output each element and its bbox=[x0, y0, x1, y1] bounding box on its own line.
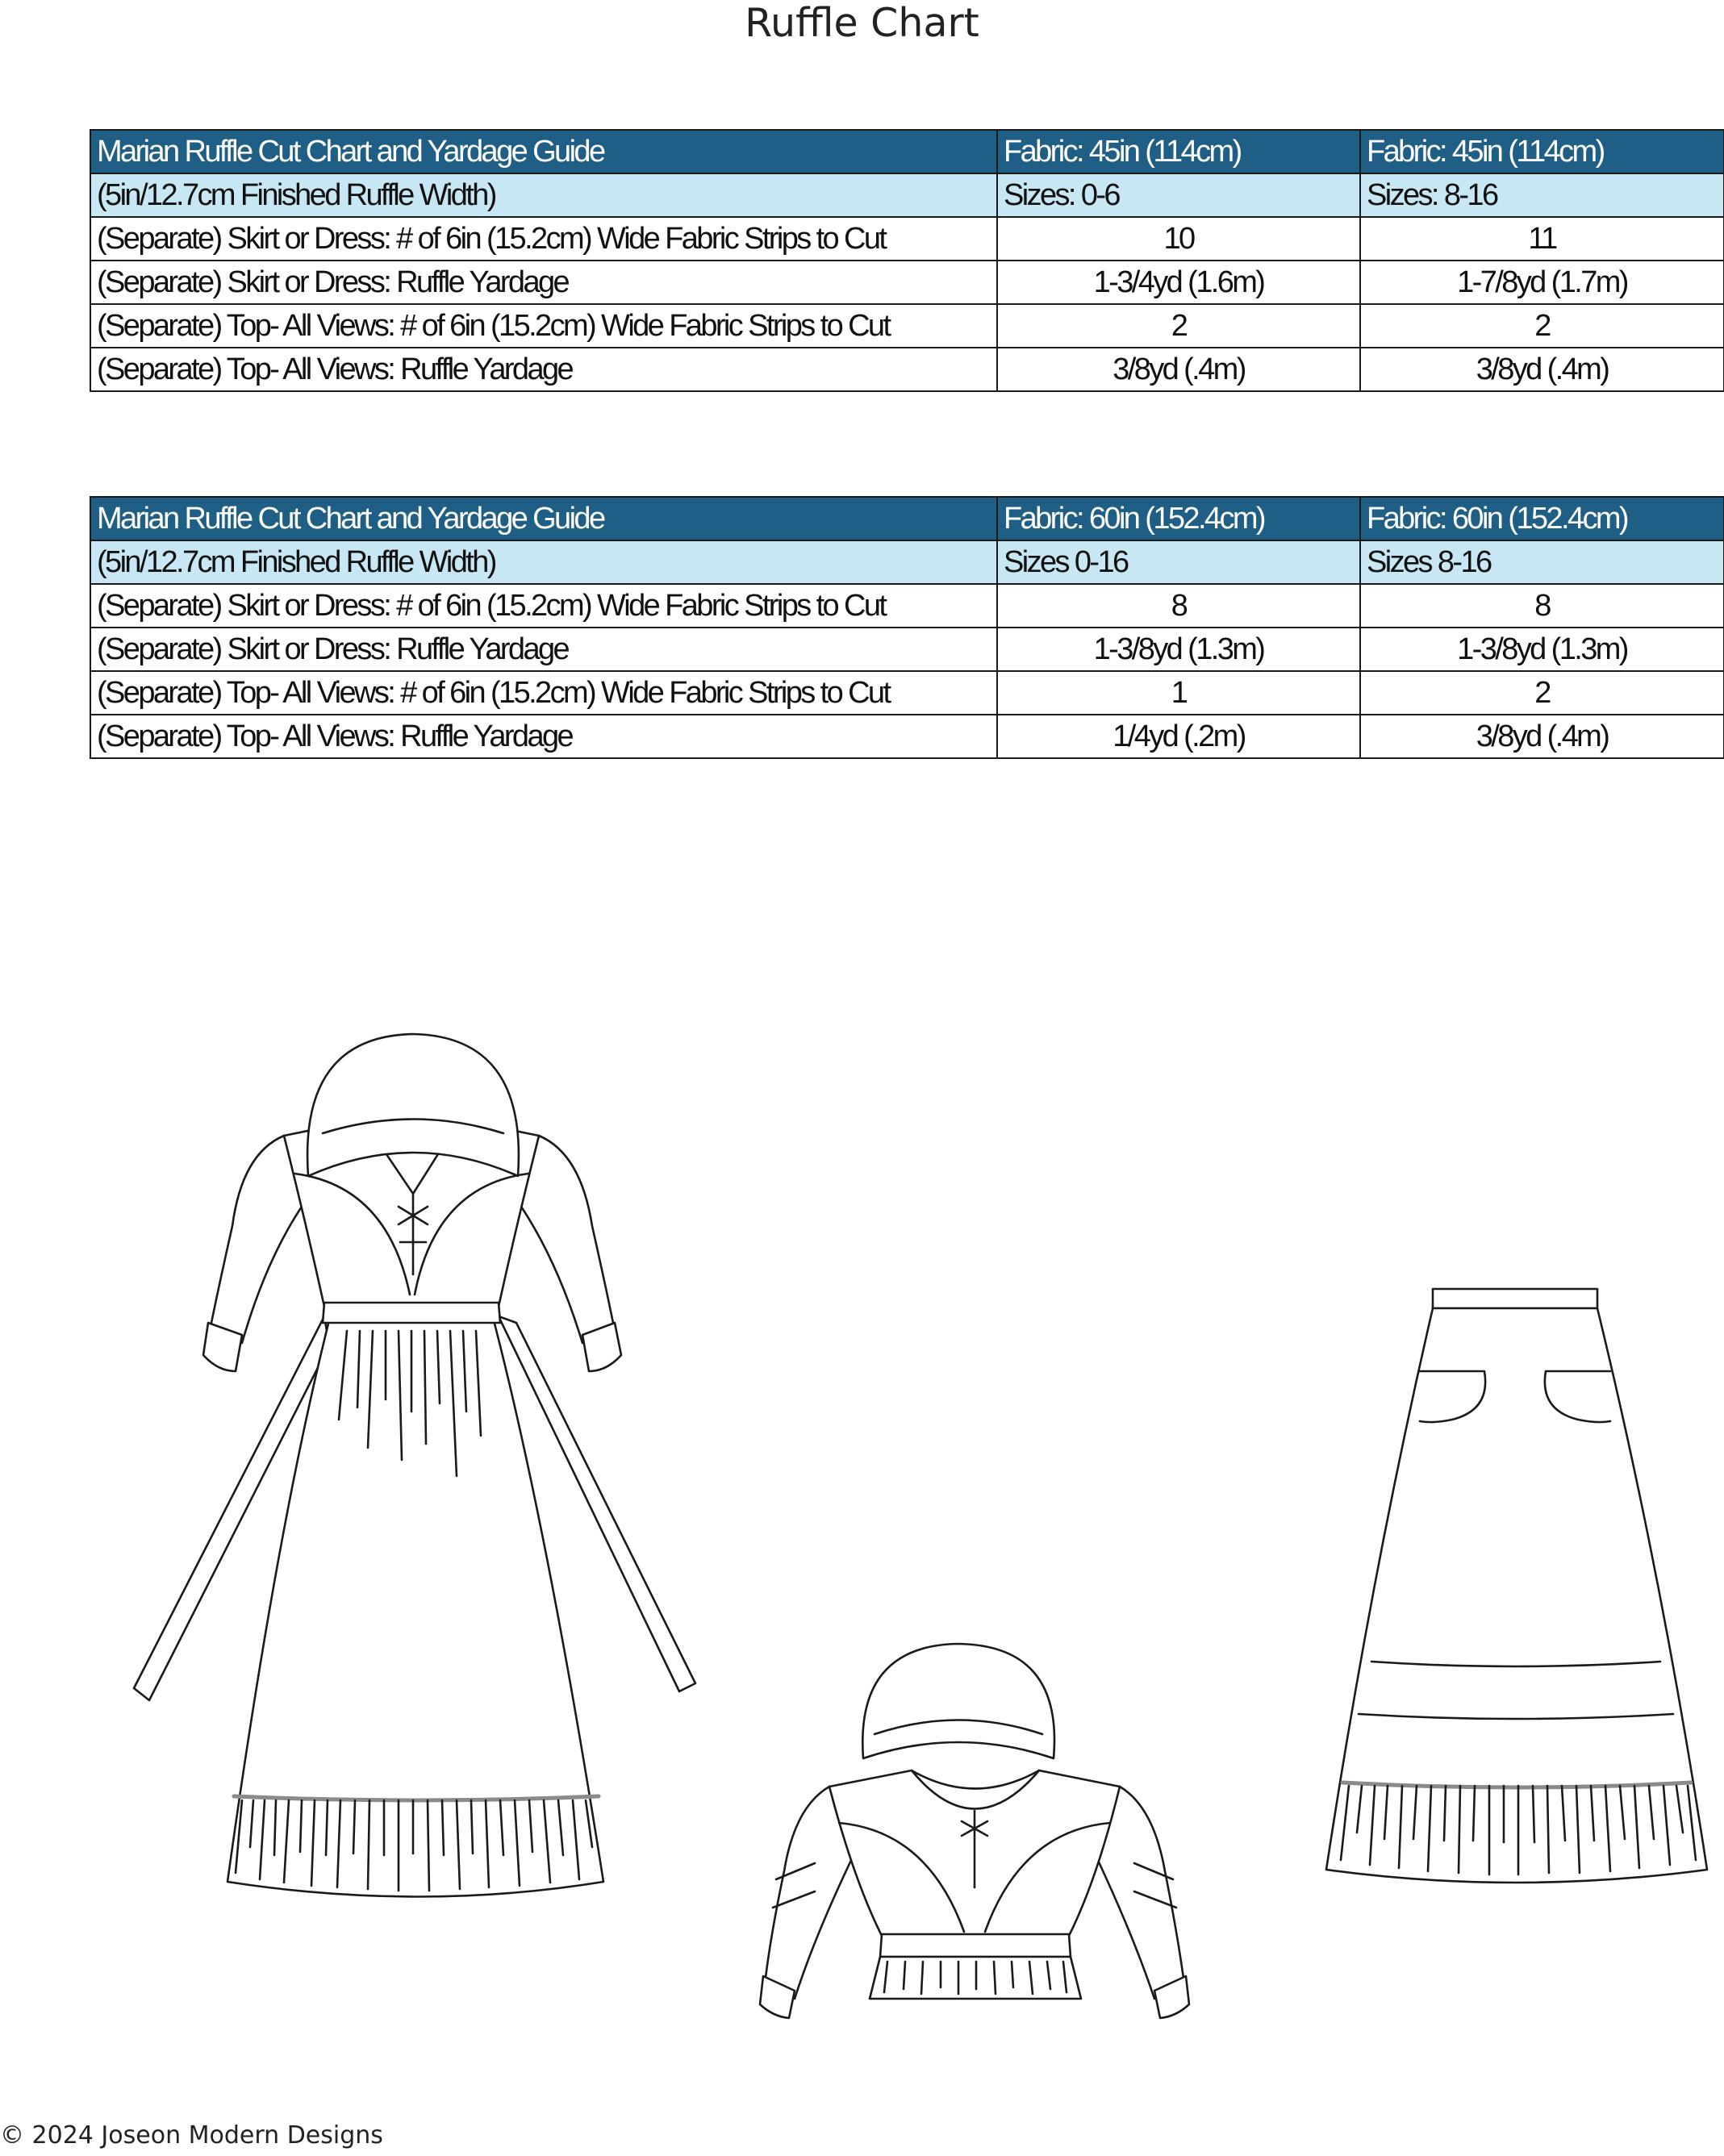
value-cell: 2 bbox=[997, 304, 1360, 348]
subheader-cell: (5in/12.7cm Finished Ruffle Width) bbox=[90, 173, 997, 217]
page-title: Ruffle Chart bbox=[745, 0, 979, 46]
value-cell: 1/4yd (.2m) bbox=[997, 715, 1360, 758]
header-cell: Marian Ruffle Cut Chart and Yardage Guide bbox=[90, 130, 997, 173]
value-cell: 1-3/8yd (1.3m) bbox=[1360, 628, 1724, 671]
value-cell: 3/8yd (.4m) bbox=[1360, 715, 1724, 758]
row-label: (Separate) Top- All Views: # of 6in (15.2cm) Wide Fabric Strips to Cut bbox=[90, 304, 997, 348]
value-cell: 3/8yd (.4m) bbox=[1360, 348, 1724, 391]
subheader-cell: Sizes: 8-16 bbox=[1360, 173, 1724, 217]
value-cell: 1 bbox=[997, 671, 1360, 715]
header-cell: Fabric: 60in (152.4cm) bbox=[997, 497, 1360, 540]
header-cell: Fabric: 60in (152.4cm) bbox=[1360, 497, 1724, 540]
header-cell: Fabric: 45in (114cm) bbox=[997, 130, 1360, 173]
subheader-cell: Sizes 8-16 bbox=[1360, 540, 1724, 584]
header-cell: Marian Ruffle Cut Chart and Yardage Guide bbox=[90, 497, 997, 540]
value-cell: 11 bbox=[1360, 217, 1724, 261]
dress-sketch bbox=[134, 1034, 695, 1897]
row-label: (Separate) Skirt or Dress: # of 6in (15.2cm) Wide Fabric Strips to Cut bbox=[90, 217, 997, 261]
subheader-cell: (5in/12.7cm Finished Ruffle Width) bbox=[90, 540, 997, 584]
subheader-cell: Sizes: 0-6 bbox=[997, 173, 1360, 217]
value-cell: 2 bbox=[1360, 671, 1724, 715]
value-cell: 1-7/8yd (1.7m) bbox=[1360, 261, 1724, 304]
value-cell: 2 bbox=[1360, 304, 1724, 348]
value-cell: 3/8yd (.4m) bbox=[997, 348, 1360, 391]
row-label: (Separate) Top- All Views: Ruffle Yardage bbox=[90, 348, 997, 391]
value-cell: 8 bbox=[1360, 584, 1724, 628]
skirt-sketch bbox=[1326, 1289, 1707, 1883]
value-cell: 1-3/4yd (1.6m) bbox=[997, 261, 1360, 304]
value-cell: 8 bbox=[997, 584, 1360, 628]
row-label: (Separate) Skirt or Dress: # of 6in (15.2cm) Wide Fabric Strips to Cut bbox=[90, 584, 997, 628]
header-cell: Fabric: 45in (114cm) bbox=[1360, 130, 1724, 173]
value-cell: 1-3/8yd (1.3m) bbox=[997, 628, 1360, 671]
row-label: (Separate) Top- All Views: # of 6in (15.2cm) Wide Fabric Strips to Cut bbox=[90, 671, 997, 715]
top-sketch bbox=[760, 1644, 1189, 2018]
copyright-footer: © 2024 Joseon Modern Designs bbox=[0, 2121, 383, 2150]
value-cell: 10 bbox=[997, 217, 1360, 261]
row-label: (Separate) Skirt or Dress: Ruffle Yardage bbox=[90, 628, 997, 671]
row-label: (Separate) Skirt or Dress: Ruffle Yardage bbox=[90, 261, 997, 304]
row-label: (Separate) Top- All Views: Ruffle Yardage bbox=[90, 715, 997, 758]
subheader-cell: Sizes 0-16 bbox=[997, 540, 1360, 584]
